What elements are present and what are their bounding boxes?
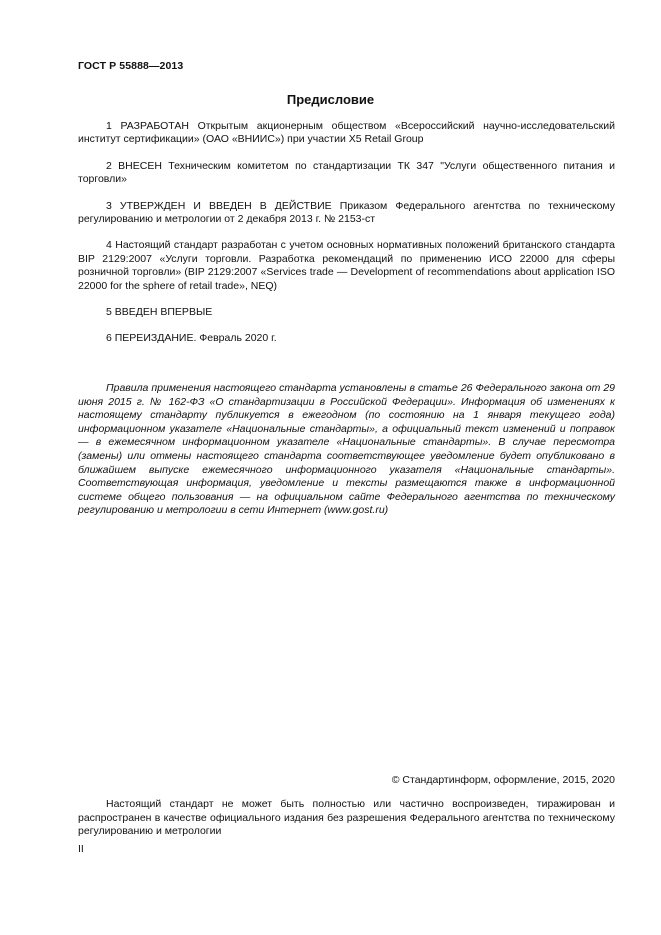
foreword-item-1: 1 РАЗРАБОТАН Открытым акционерным обществом «Всероссийский научно-исследовательский институт сертификации» (ОАО «ВНИИС») при участии X5 Retail Group bbox=[78, 120, 615, 146]
page-number: II bbox=[78, 843, 84, 855]
foreword-items bbox=[78, 120, 615, 359]
page-title: Предисловие bbox=[286, 92, 375, 107]
copyright-line: © Стандартинформ, оформление, 2015, 2020 bbox=[391, 774, 615, 786]
document-code: ГОСТ Р 55888—2013 bbox=[78, 60, 184, 72]
standard-application-notice: Правила применения настоящего стандарта установлены в статье 26 Федерального закона от 29 июня 2015 г. № 162-ФЗ «О стандартизации в Российской Федерации». Информация об изменениях к настоящему стандарту публикуется в ежегодном (по состоянию на 1 января текущего года) информационном указателе «Национальные стандарты», а официальный текст изменений и поправок — в ежемесячном информационном указателе «Национальные стандарты». В случае пересмотра (замены) или отмены настоящего стандарта соответствующее уведомление будет опубликовано в ближайшем выпуске ежемесячного информационного указателя «Национальные стандарты». Соответствующая информация, уведомление и тексты размещаются также в информационной системе общего пользования — на официальном сайте Федерального агентства по техническому регулированию и метрологии в сети Интернет (www.gost.ru) bbox=[78, 382, 615, 517]
reproduction-notice: Настоящий стандарт не может быть полностью или частично воспроизведен, тиражирован и распространен в качестве официального издания без разрешения Федерального агентства по техническому регулированию и метрологии bbox=[78, 798, 615, 838]
foreword-item-6: 6 ПЕРЕИЗДАНИЕ. Февраль 2020 г. bbox=[106, 332, 277, 345]
foreword-item-5: 5 ВВЕДЕН ВПЕРВЫЕ bbox=[106, 306, 213, 319]
foreword-item-4: 4 Настоящий стандарт разработан с учетом основных нормативных положений британского стандарта BIP 2129:2007 «Услуги торговли. Разработка рекомендаций по применению ИСО 22000 для сферы розничной торговли» (BIP 2129:2007 «Services trade — Development of recommendations about application ISO 22000 for the sphere of retail trade», NEQ) bbox=[78, 239, 615, 292]
foreword-item-3: 3 УТВЕРЖДЕН И ВВЕДЕН В ДЕЙСТВИЕ Приказом Федерального агентства по техническому регулированию и метрологии от 2 декабря 2013 г. № 2153-ст bbox=[78, 199, 615, 226]
foreword-item-2: 2 ВНЕСЕН Техническим комитетом по стандартизации ТК 347 "Услуги общественного питания и торговли» bbox=[78, 159, 615, 186]
